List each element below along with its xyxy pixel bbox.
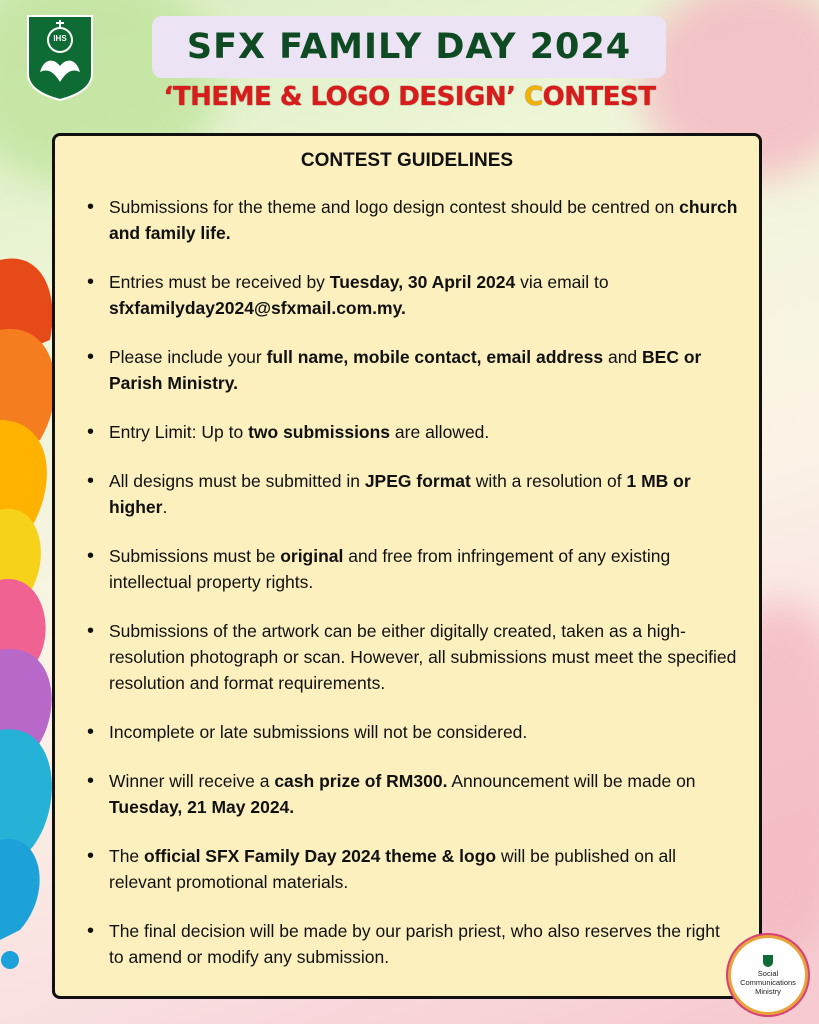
badge-line-2: Communications — [740, 977, 796, 987]
guideline-item: • The final decision will be made by our parish priest, who also reserves the right to amend or modify any submission. — [83, 918, 739, 970]
guideline-item: • The official SFX Family Day 2024 theme & logo will be published on all relevant promotional materials. — [83, 843, 739, 895]
guidelines-heading: CONTEST GUIDELINES — [300, 150, 514, 171]
subtitle-rest: ONTEST — [542, 82, 656, 112]
subtitle-letter-c: C — [524, 82, 543, 112]
guideline-item: • All designs must be submitted in JPEG format with a resolution of 1 MB or higher. — [83, 468, 739, 520]
ministry-badge — [731, 938, 805, 1012]
mini-shield-icon — [763, 955, 773, 967]
guidelines-panel — [52, 133, 762, 999]
badge-line-1: Social — [757, 968, 779, 978]
guideline-item: • Entries must be received by Tuesday, 30 April 2024 via email to sfxfamilyday2024@sfxmail.com.my. — [83, 269, 739, 321]
guideline-item: • Submissions must be original and free from infringement of any existing intellectual property rights. — [83, 543, 739, 595]
guideline-item: • Submissions of the artwork can be either digitally created, taken as a high-resolution photograph or scan. However, all submissions must meet the specified resolution and format requirements. — [83, 618, 739, 696]
title-banner — [152, 16, 666, 78]
guideline-item: • Submissions for the theme and logo design contest should be centred on church and family life. — [83, 194, 739, 246]
logo-monogram: IHS — [53, 34, 67, 43]
guideline-item: • Winner will receive a cash prize of RM300. Announcement will be made on Tuesday, 21 May 2024. — [83, 768, 739, 820]
guidelines-list — [55, 194, 759, 970]
guideline-item: • Entry Limit: Up to two submissions are allowed. — [83, 419, 739, 445]
contest-subtitle — [0, 82, 819, 112]
subtitle-main: ‘THEME & LOGO DESIGN’ — [163, 82, 525, 112]
guideline-item: • Incomplete or late submissions will not be considered. — [83, 719, 739, 745]
page-title: SFX FAMILY DAY 2024 — [186, 27, 632, 67]
badge-line-3: Ministry — [755, 986, 781, 996]
guideline-item: • Please include your full name, mobile contact, email address and BEC or Parish Ministry. — [83, 344, 739, 396]
